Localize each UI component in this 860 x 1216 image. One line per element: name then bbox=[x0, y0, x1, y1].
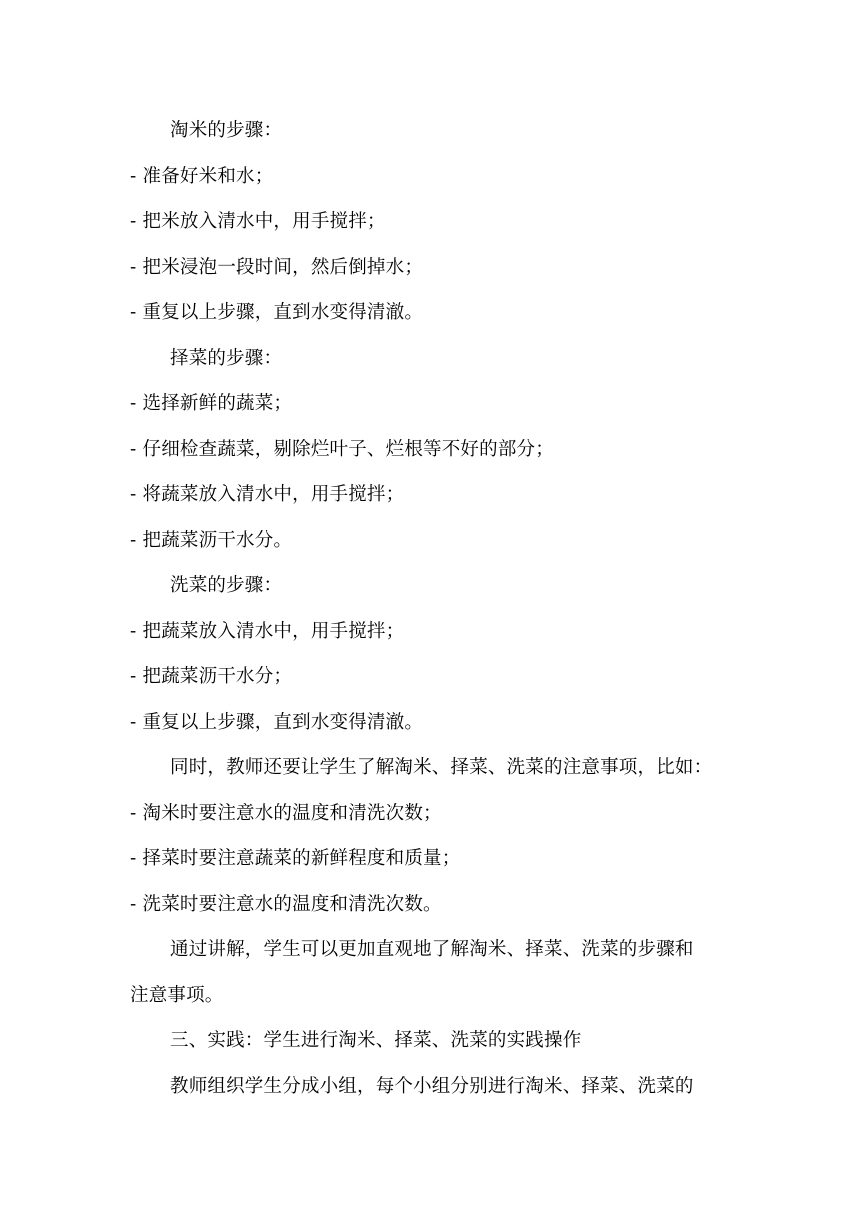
list-item: - 择菜时要注意蔬菜的新鲜程度和质量； bbox=[130, 848, 461, 869]
list-item: - 淘米时要注意水的温度和清洗次数； bbox=[130, 802, 442, 824]
list-item: - 重复以上步骤，直到水变得清澈。 bbox=[130, 711, 424, 733]
list-item: - 洗菜时要注意水的温度和清洗次数。 bbox=[130, 893, 442, 915]
precautions-intro: 同时，教师还要让学生了解淘米、择菜、洗菜的注意事项，比如： bbox=[170, 757, 713, 778]
list-item: - 仔细检查蔬菜，剔除烂叶子、烂根等不好的部分； bbox=[130, 438, 554, 460]
list-item: - 选择新鲜的蔬菜； bbox=[130, 393, 293, 414]
heading-vegetable-washing-steps: 洗菜的步骤： bbox=[170, 575, 283, 596]
list-item: - 把米放入清水中，用手搅拌； bbox=[130, 211, 386, 232]
list-item: - 重复以上步骤，直到水变得清澈。 bbox=[130, 302, 424, 323]
summary-paragraph-line-1: 通过讲解，学生可以更加直观地了解淘米、择菜、洗菜的步骤和 bbox=[170, 939, 694, 960]
list-item: - 把蔬菜放入清水中，用手搅拌； bbox=[130, 620, 405, 642]
list-item: - 将蔬菜放入清水中，用手搅拌； bbox=[130, 484, 405, 505]
summary-paragraph-line-2: 注意事项。 bbox=[130, 984, 224, 1006]
heading-rice-washing-steps: 淘米的步骤： bbox=[170, 120, 283, 141]
list-item: - 把蔬菜沥干水分。 bbox=[130, 529, 293, 551]
practice-paragraph-line-1: 教师组织学生分成小组，每个小组分别进行淘米、择菜、洗菜的 bbox=[170, 1075, 694, 1097]
list-item: - 把米浸泡一段时间，然后倒掉水； bbox=[130, 256, 424, 278]
list-item: - 准备好米和水； bbox=[130, 165, 274, 187]
heading-vegetable-picking-steps: 择菜的步骤： bbox=[170, 347, 283, 369]
section-heading-practice: 三、实践：学生进行淘米、择菜、洗菜的实践操作 bbox=[170, 1030, 582, 1051]
list-item: - 把蔬菜沥干水分； bbox=[130, 666, 293, 687]
document-body bbox=[130, 108, 738, 1109]
